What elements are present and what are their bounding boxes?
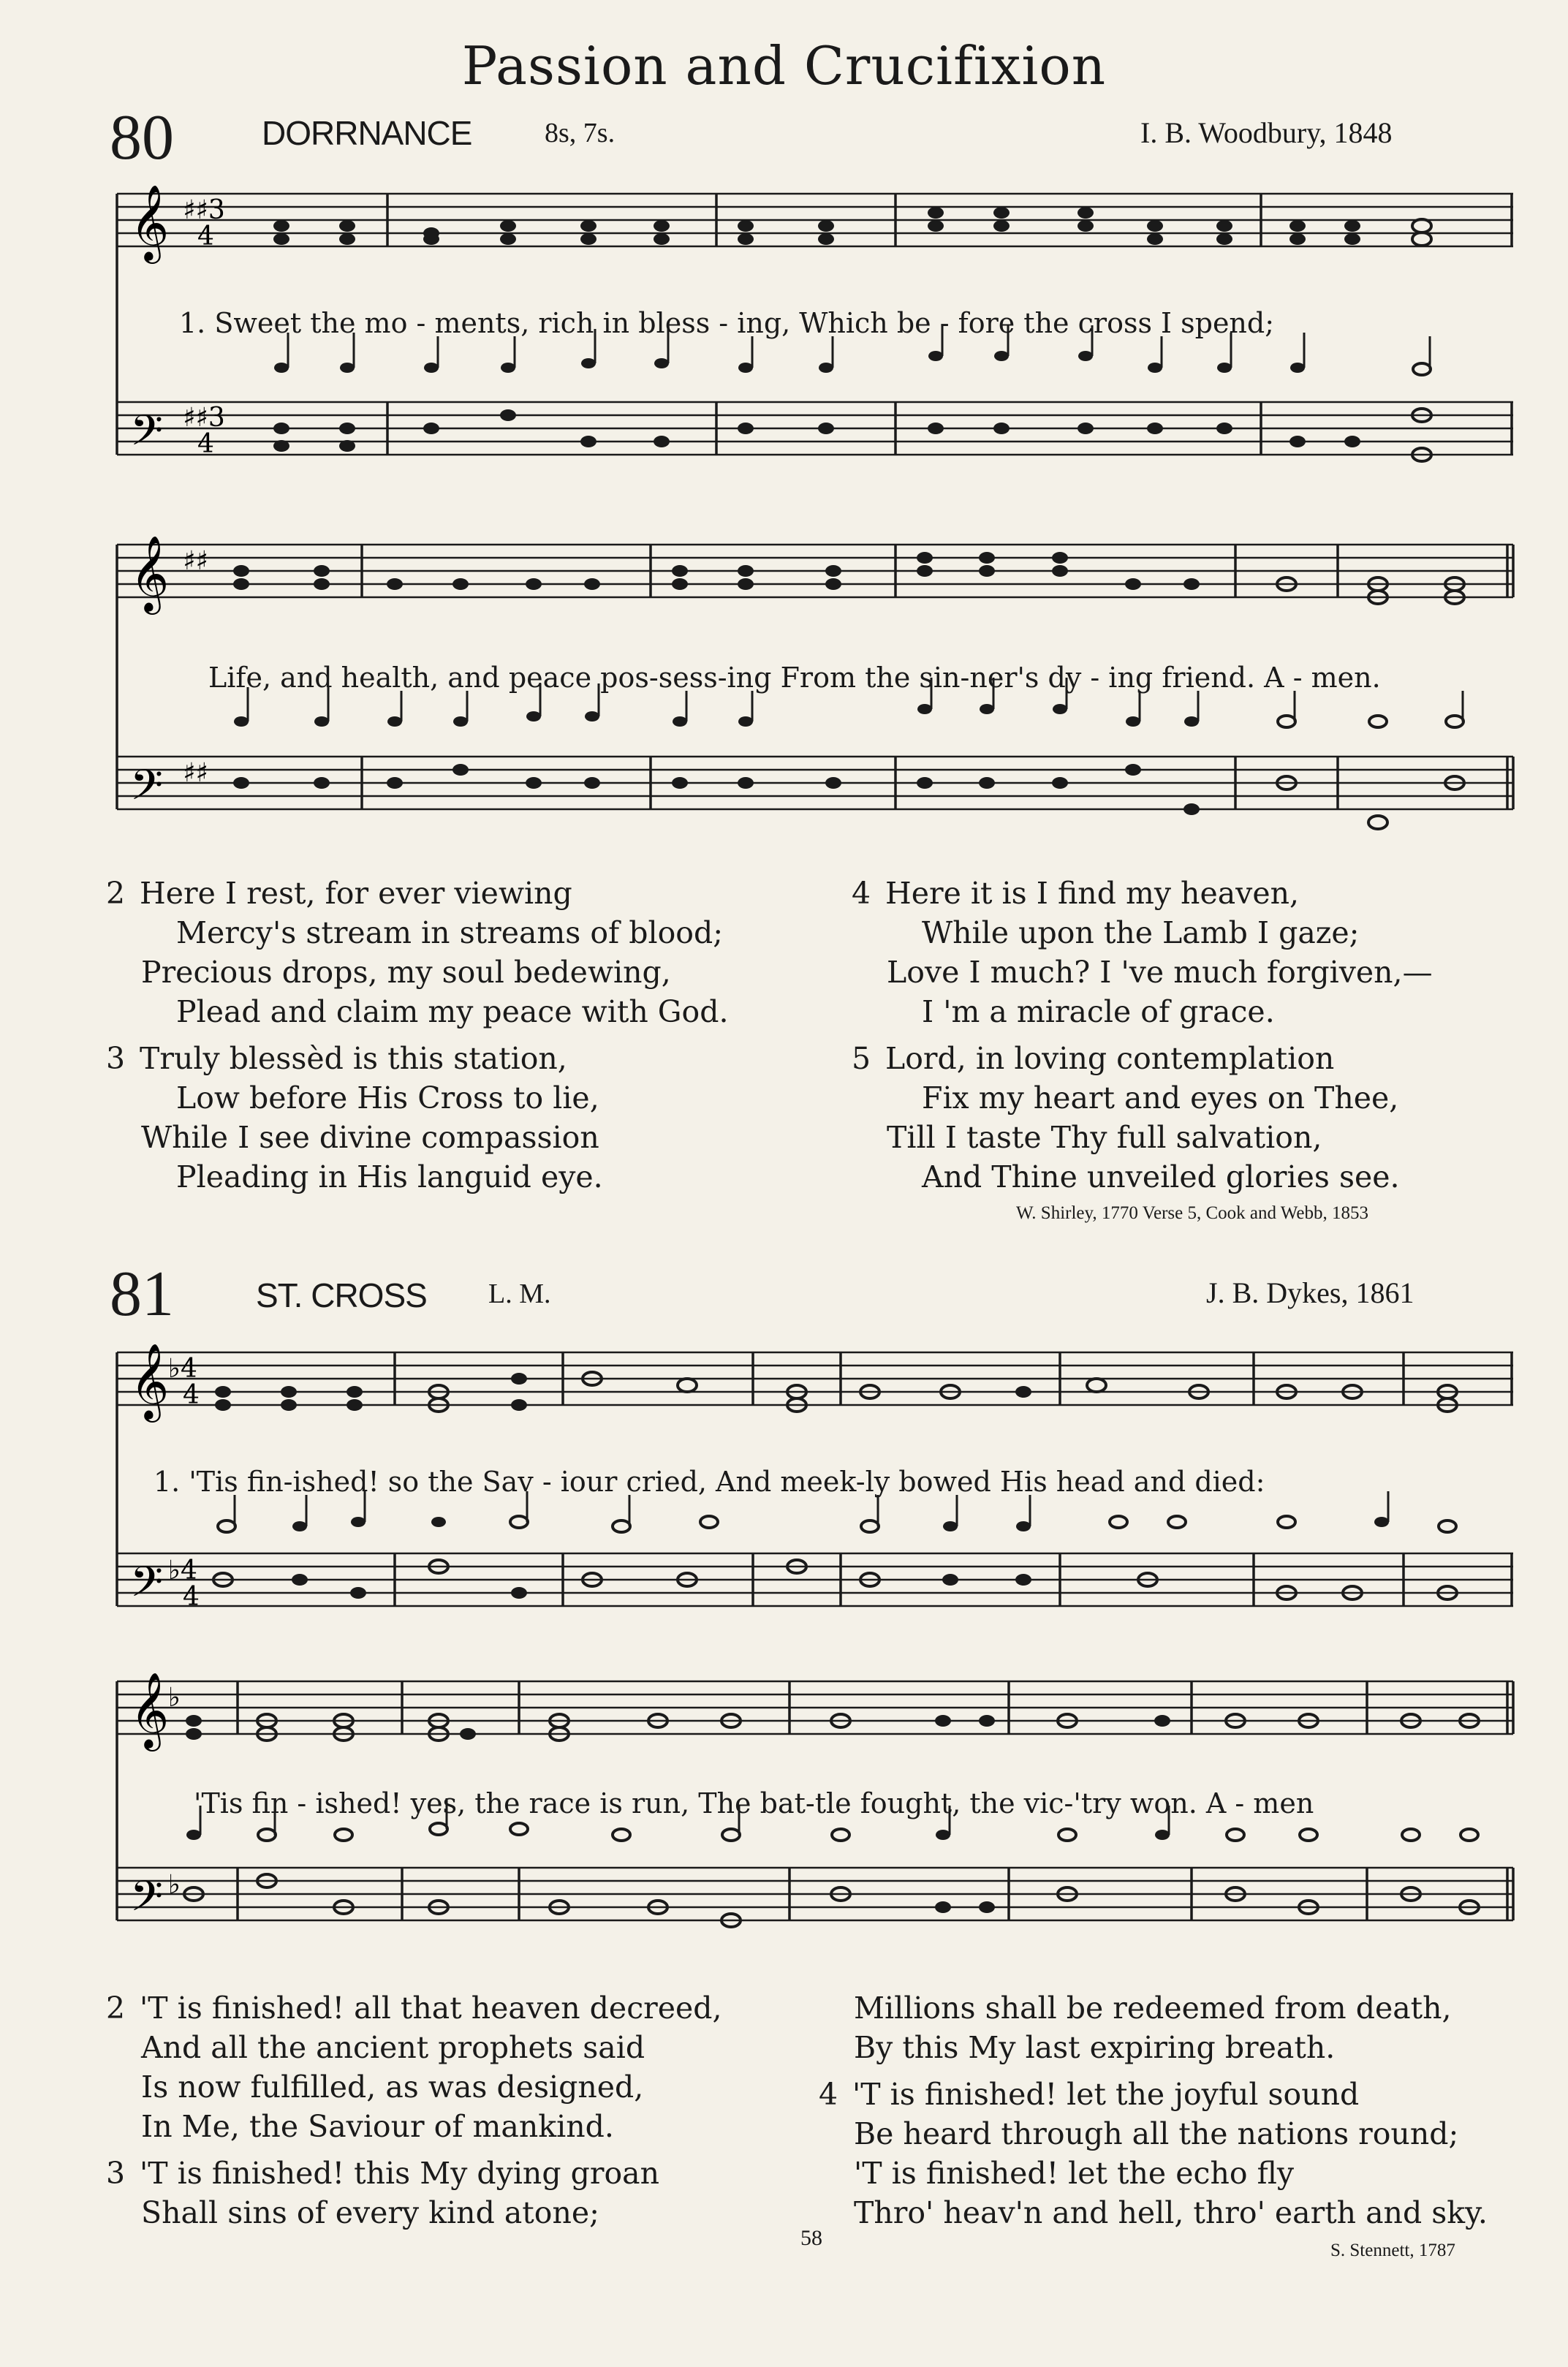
svg-text:♭4: ♭4 bbox=[168, 1354, 197, 1384]
verse-line: Lord, in loving contemplation bbox=[885, 1041, 1335, 1076]
treble-clef-icon: 𝄞 bbox=[130, 184, 170, 261]
bass-clef-icon: 𝄢 bbox=[130, 760, 164, 820]
verse-line: Is now fulfilled, as was designed, bbox=[141, 2069, 644, 2105]
hymn-number: 80 bbox=[110, 102, 174, 173]
verse-line: By this My last expiring breath. bbox=[854, 2030, 1336, 2065]
bass-clef-icon: 𝄢 bbox=[130, 1557, 164, 1617]
verse-line: Be heard through all the nations round; bbox=[854, 2116, 1459, 2151]
verse-line: Here it is I find my heaven, bbox=[885, 876, 1300, 911]
verse-number: 5 bbox=[852, 1041, 871, 1076]
verse bbox=[819, 2075, 1520, 2232]
svg-text:♭4: ♭4 bbox=[168, 1556, 197, 1586]
verse-line: Fix my heart and eyes on Thee, bbox=[922, 1080, 1399, 1116]
verse-number: 4 bbox=[819, 2077, 838, 2112]
svg-text:♭: ♭ bbox=[168, 1683, 181, 1713]
author-credit: S. Stennett, 1787 bbox=[1330, 2241, 1455, 2260]
verses-right bbox=[819, 1988, 1520, 2232]
verse-line: Here I rest, for ever viewing bbox=[140, 876, 572, 911]
verse-line: Thro' heav'n and hell, thro' earth and sky. bbox=[854, 2195, 1488, 2230]
verse-number: 4 bbox=[852, 876, 871, 911]
lyrics-line-1: 1. 'Tis fin-ished! so the Sav - iour cried, And meek-ly bowed His head and died: bbox=[154, 1466, 1265, 1498]
verse-line: 'T is finished! let the joyful sound bbox=[852, 2077, 1360, 2112]
verse-line: 'T is finished! this My dying groan bbox=[140, 2156, 659, 2191]
verse bbox=[106, 1039, 822, 1197]
lyrics-line-2: Life, and health, and peace pos-sess-ing From the sin-ner's dy - ing friend. A - men. bbox=[208, 662, 1381, 694]
svg-text:4: 4 bbox=[197, 221, 214, 251]
page-number: 58 bbox=[800, 2226, 822, 2250]
svg-text:♯♯3: ♯♯3 bbox=[183, 195, 225, 225]
bass-staff bbox=[117, 402, 1513, 455]
svg-text:4: 4 bbox=[183, 1582, 200, 1612]
verse-line: 'T is finished! let the echo fly bbox=[854, 2156, 1295, 2191]
lyrics-line-2: 'Tis fin - ished! yes, the race is run, The bat-tle fought, the vic-'try won. A - men bbox=[194, 1787, 1314, 1819]
author-credit: W. Shirley, 1770 Verse 5, Cook and Webb, 1853 bbox=[1016, 1203, 1368, 1223]
verse-line: While I see divine compassion bbox=[141, 1120, 599, 1155]
tune-name: DORRNANCE bbox=[262, 114, 472, 152]
verse bbox=[106, 1988, 822, 2146]
meter: 8s, 7s. bbox=[545, 118, 616, 148]
verses-left bbox=[106, 874, 822, 1197]
verse bbox=[852, 1039, 1524, 1197]
verse-line: Love I much? I 've much forgiven,— bbox=[887, 955, 1433, 990]
verse-line: I 'm a miracle of grace. bbox=[922, 994, 1275, 1029]
verse-line: Till I taste Thy full salvation, bbox=[887, 1120, 1322, 1155]
svg-text:♯♯: ♯♯ bbox=[183, 546, 208, 576]
verse-number: 3 bbox=[106, 2156, 126, 2191]
verse bbox=[106, 874, 822, 1031]
verse-line: Truly blessèd is this station, bbox=[140, 1041, 567, 1076]
svg-text:♭: ♭ bbox=[168, 1870, 181, 1900]
tune-name: ST. CROSS bbox=[256, 1276, 427, 1314]
verse-number: 3 bbox=[106, 1041, 126, 1076]
bass-clef-icon: 𝄢 bbox=[130, 406, 164, 466]
composer: I. B. Woodbury, 1848 bbox=[1140, 116, 1393, 149]
verse-number: 2 bbox=[106, 1991, 126, 2026]
treble-clef-icon: 𝄞 bbox=[130, 535, 170, 612]
verses-left bbox=[106, 1988, 822, 2232]
meter: L. M. bbox=[488, 1279, 551, 1309]
verse bbox=[819, 1988, 1520, 2067]
verse-number: 2 bbox=[106, 876, 126, 911]
composer: J. B. Dykes, 1861 bbox=[1206, 1276, 1414, 1309]
hymn-number: 81 bbox=[110, 1259, 174, 1330]
lyrics-line-1: 1. Sweet the mo - ments, rich in bless - ing, Which be - fore the cross I spend; bbox=[179, 307, 1275, 339]
treble-clef-icon: 𝄞 bbox=[130, 1343, 170, 1420]
verse-line: Shall sins of every kind atone; bbox=[141, 2195, 599, 2230]
verse-line: 'T is finished! all that heaven decreed, bbox=[140, 1991, 722, 2026]
verse-line: Mercy's stream in streams of blood; bbox=[176, 915, 724, 950]
verse-line: Millions shall be redeemed from death, bbox=[854, 1991, 1452, 2026]
verse-line: Pleading in His languid eye. bbox=[176, 1159, 603, 1194]
verses-right bbox=[852, 874, 1524, 1197]
svg-text:♯♯3: ♯♯3 bbox=[183, 403, 225, 433]
svg-text:4: 4 bbox=[197, 429, 214, 459]
section-title: Passion and Crucifixion bbox=[461, 35, 1107, 96]
svg-text:♯♯: ♯♯ bbox=[183, 758, 208, 788]
verse-line: And Thine unveiled glories see. bbox=[922, 1159, 1400, 1194]
svg-text:4: 4 bbox=[183, 1380, 200, 1410]
verse-line: In Me, the Saviour of mankind. bbox=[141, 2109, 614, 2144]
bass-clef-icon: 𝄢 bbox=[130, 1871, 164, 1931]
verse-line: And all the ancient prophets said bbox=[141, 2030, 645, 2065]
treble-clef-icon: 𝄞 bbox=[130, 1672, 170, 1749]
verse bbox=[106, 2154, 822, 2232]
verse bbox=[852, 874, 1524, 1031]
verse-line: Plead and claim my peace with God. bbox=[176, 994, 729, 1029]
verse-line: Low before His Cross to lie, bbox=[176, 1080, 599, 1116]
verse-line: While upon the Lamb I gaze; bbox=[922, 915, 1360, 950]
verse-line: Precious drops, my soul bedewing, bbox=[141, 955, 671, 990]
